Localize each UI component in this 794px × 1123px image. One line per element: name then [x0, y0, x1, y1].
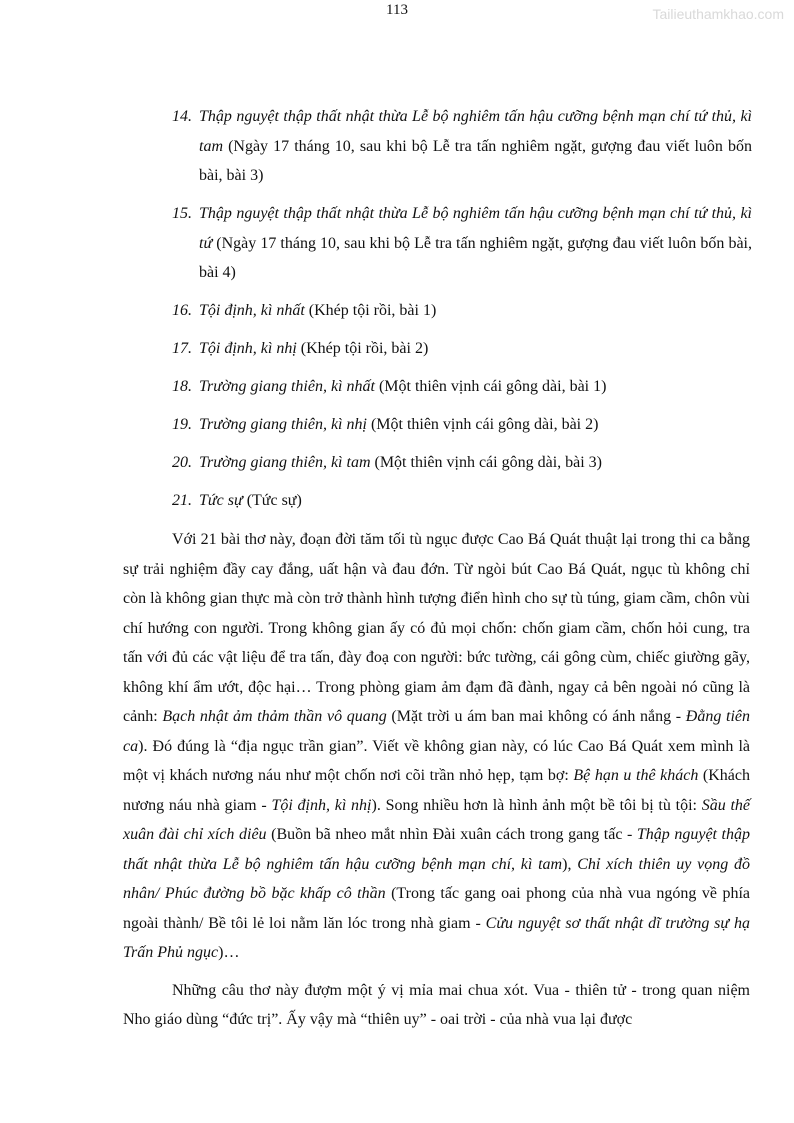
- text-run: (Trong tấc gang oai phong của nhà vua ngóng về phía ngoài thành/ Bề tôi lẻ loi nằm lăn lóc trong nhà giam -: [123, 885, 750, 932]
- poem-title: Tội định, kì nhất: [199, 302, 305, 319]
- poem-translation: (Một thiên vịnh cái gông dài, bài 2): [366, 416, 599, 433]
- text-run: Với 21 bài thơ này, đoạn đời tăm tối tù ngục được Cao Bá Quát thuật lại trong thi ca bằng sự trải nghiệm đầy cay đắng, uất hận và đau đớn. Từ ngòi bút Cao Bá Quát, ngục tù không chỉ còn là không gian thực mà còn trở thành hình tượng điển hình cho sự tù túng, giam cầm, chôn vùi chí hướng con người. Trong không gian ấy có đủ mọi chốn: chốn giam cầm, chốn hỏi cung, tra tấn với đủ các vật liệu để tra tấn, đày đoạ con người: bức tường, cái gông cùm, chiếc giường gãy, không khí ẩm ướt, độc hại… Trong phòng giam ảm đạm đã đành, ngay cả bên ngoài nó cũng là cảnh:: [123, 531, 750, 725]
- poem-translation: (Khép tội rồi, bài 1): [304, 302, 437, 319]
- poem-translation: (Khép tội rồi, bài 2): [296, 340, 429, 357]
- quote: Chỉ xích thiên uy vọng đồ nhân/ Phúc đường bồ bặc khấp cô thần: [123, 855, 751, 902]
- list-item: [172, 334, 752, 364]
- text-run: ). Song nhiều hơn là hình ảnh một bề tôi bị tù tội:: [371, 796, 702, 814]
- poem-title: Trường giang thiên, kì tam: [199, 454, 371, 471]
- list-number: 15.: [172, 205, 192, 222]
- list-item: [172, 486, 752, 516]
- poem-translation: (Một thiên vịnh cái gông dài, bài 1): [374, 378, 607, 395]
- poem-reference: Thập nguyệt thập thất nhật thừa Lễ bộ nghiêm tấn hậu cưỡng bệnh mạn chí, kì tam: [123, 826, 750, 873]
- quote: Bạch nhật ảm thảm thần vô quang: [162, 708, 387, 725]
- list-number: 19.: [172, 416, 192, 433]
- text-run: )…: [218, 944, 240, 961]
- body-text: [123, 525, 750, 1043]
- list-number: 20.: [172, 454, 192, 471]
- poem-reference: Tội định, kì nhị: [271, 796, 372, 814]
- list-item: [172, 410, 752, 440]
- text-run: (Buồn bã nheo mắt nhìn Đài xuân cách trong gang tấc -: [266, 826, 637, 843]
- quote: Sầu thế xuân đài chỉ xích diêu: [123, 796, 751, 843]
- list-number: 21.: [172, 492, 192, 509]
- page-number: 113: [386, 2, 408, 18]
- list-item: [172, 372, 752, 402]
- poem-list: [172, 102, 752, 524]
- poem-title: Tức sự: [199, 492, 243, 509]
- paragraph-irony: Những câu thơ này đượm một ý vị mỉa mai chua xót. Vua - thiên tử - trong quan niệm Nho giáo dùng “đức trị”. Ấy vậy mà “thiên uy” - oai trời - của nhà vua lại được: [123, 981, 750, 1028]
- poem-title: Trường giang thiên, kì nhất: [199, 378, 375, 395]
- text-run: ). Đó đúng là “địa ngục trần gian”. Viết về không gian này, có lúc Cao Bá Quát xem mình là một vị khách nương náu như một chốn nơi cõi trần nhỏ hẹp, tạm bợ:: [123, 737, 750, 784]
- poem-title: Thập nguyệt thập thất nhật thừa Lễ bộ nghiêm tấn hậu cưỡng bệnh mạn chí tứ thủ, kì tam: [199, 108, 752, 155]
- list-item: [172, 102, 752, 191]
- poem-translation: (Một thiên vịnh cái gông dài, bài 3): [370, 454, 603, 471]
- watermark: Tailieuthamkhao.com: [652, 6, 784, 22]
- list-number: 17.: [172, 340, 192, 357]
- poem-title: Trường giang thiên, kì nhị: [199, 416, 367, 433]
- text-run: ),: [562, 855, 578, 873]
- poem-title: Tội định, kì nhị: [199, 340, 297, 357]
- text-run: (Mặt trời u ám ban mai không có ánh nắng -: [386, 708, 686, 725]
- list-item: [172, 296, 752, 326]
- list-number: 16.: [172, 302, 192, 319]
- poem-title: Thập nguyệt thập thất nhật thừa Lễ bộ nghiêm tấn hậu cưỡng bệnh mạn chí tứ thủ, kì tứ: [199, 205, 752, 252]
- list-item: [172, 448, 752, 478]
- text-run: (Khách nương náu nhà giam -: [123, 767, 751, 814]
- list-item: [172, 199, 752, 288]
- list-number: 18.: [172, 378, 192, 395]
- poem-reference: Cửu nguyệt sơ thất nhật dĩ trường sự hạ Trấn Phủ ngục: [123, 914, 750, 961]
- list-number: 14.: [172, 108, 192, 125]
- poem-translation: (Tức sự): [242, 492, 302, 509]
- quote: Bệ hạn u thê khách: [573, 767, 699, 784]
- poem-translation: (Ngày 17 tháng 10, sau khi bộ Lễ tra tấn nghiêm ngặt, gượng đau viết luôn bốn bài, bài 4): [199, 234, 752, 281]
- poem-translation: (Ngày 17 tháng 10, sau khi bộ Lễ tra tấn nghiêm ngặt, gượng đau viết luôn bốn bài, bài 3): [199, 137, 752, 184]
- poem-reference: Đằng tiên ca: [123, 708, 751, 755]
- paragraph-analysis: [123, 525, 750, 968]
